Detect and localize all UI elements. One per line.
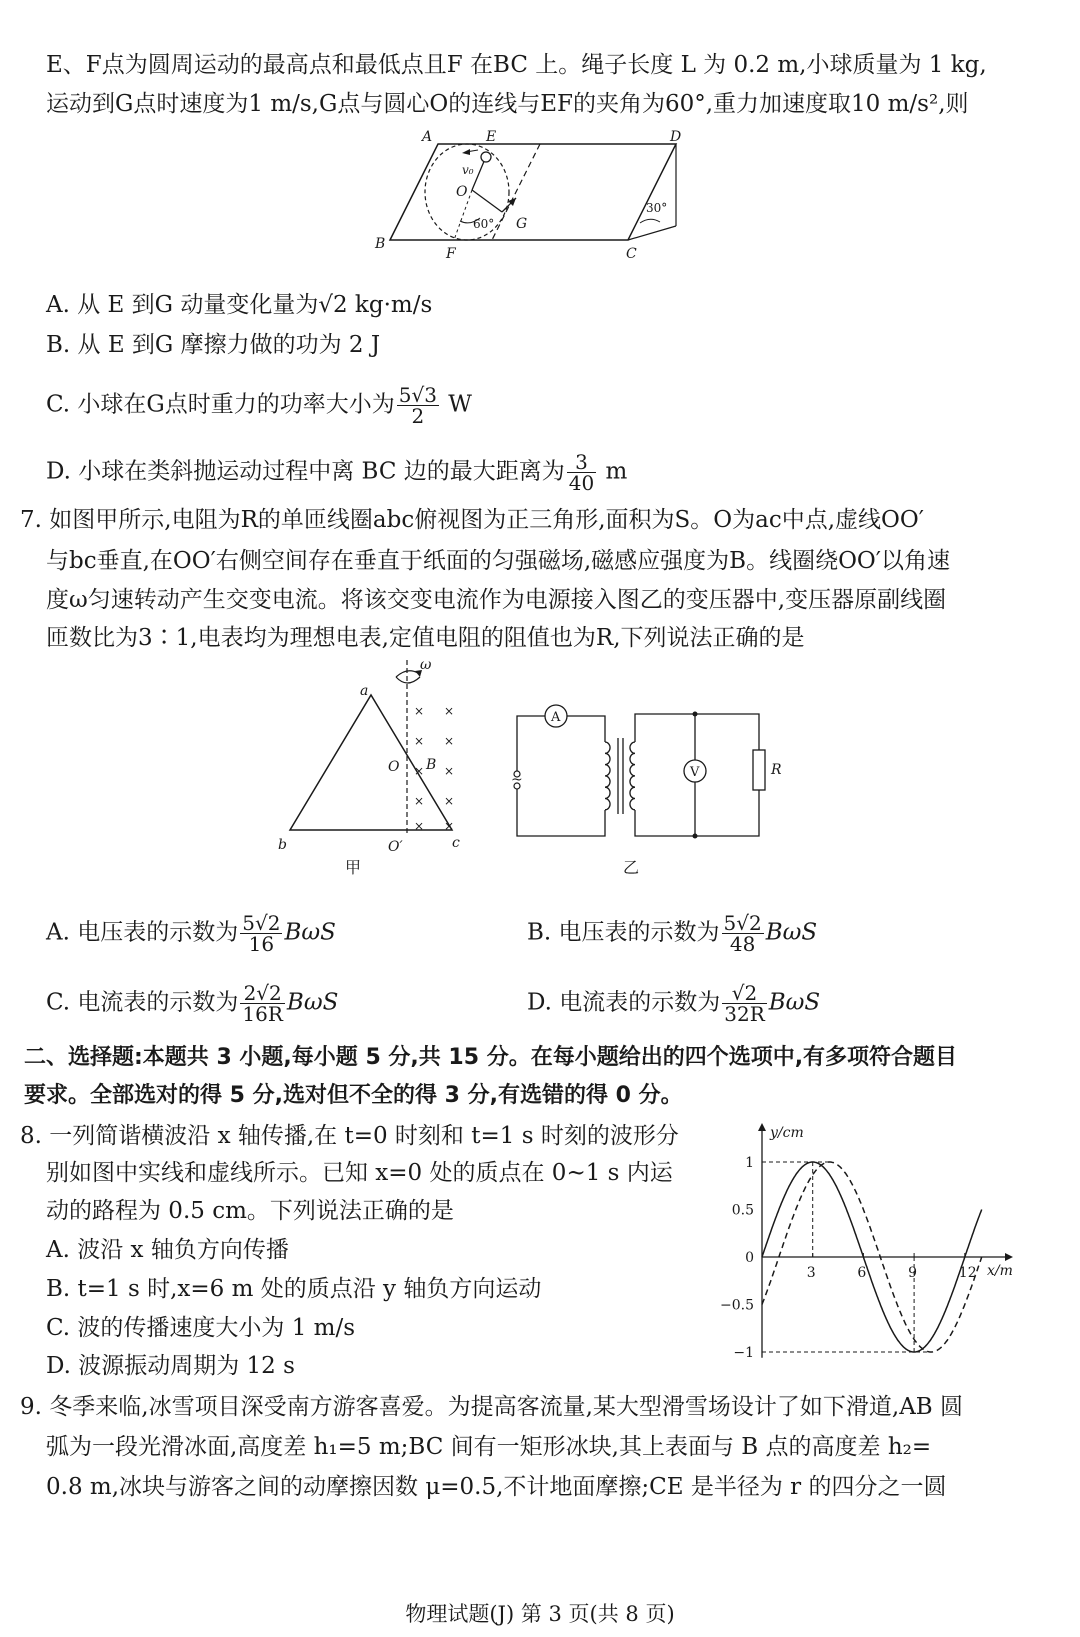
cross: × — [444, 819, 455, 833]
q7-b-tail: BωS — [765, 919, 818, 946]
q9-line-2: 弧为一段光滑冰面,高度差 h₁=5 m;BC 间有一矩形冰块,其上表面与 B 点的高度差 h₂= — [46, 1434, 932, 1460]
q8-option-c: C. 波的传播速度大小为 1 m/s — [46, 1315, 356, 1341]
y-tick-label: −0.5 — [720, 1297, 754, 1314]
y-tick-label: 0 — [745, 1250, 754, 1266]
label-D: D — [670, 129, 682, 145]
q6-d-num: 3 — [567, 452, 596, 473]
label-O: O — [456, 184, 468, 200]
q7-c-num: 2√2 — [240, 983, 285, 1004]
figure-yi — [505, 700, 795, 880]
q8-line-3: 动的路程为 0.5 cm。下列说法正确的是 — [46, 1198, 454, 1224]
label-F: F — [446, 246, 456, 262]
x-axis-label: x/m — [987, 1263, 1013, 1279]
q6-c-num: 5√3 — [398, 383, 437, 407]
q8-option-d: D. 波源振动周期为 12 s — [46, 1353, 295, 1379]
q7-c-text: C. 电流表的示数为 — [46, 989, 239, 1016]
y-axis-label: y/cm — [770, 1125, 804, 1141]
jia-b: b — [278, 837, 287, 853]
jia-caption: 甲 — [345, 858, 362, 877]
cross: × — [414, 794, 425, 808]
x-tick-label: 3 — [806, 1265, 816, 1281]
q7-b-text: B. 电压表的示数为 — [527, 919, 720, 946]
q6-c-text: C. 小球在G点时重力的功率大小为 — [46, 391, 395, 418]
q7-option-c — [46, 983, 338, 1024]
x-tick-label: 9 — [908, 1265, 918, 1281]
label-v0: v₀ — [462, 163, 474, 177]
wave-chart — [715, 1115, 1025, 1375]
q6-d-unit: m — [598, 458, 628, 485]
label-E: E — [486, 129, 497, 145]
y-tick-label: 0.5 — [731, 1202, 754, 1219]
q6-d-den: 40 — [568, 471, 595, 495]
figure-incline — [370, 128, 690, 268]
cross: × — [414, 704, 425, 718]
q9-line-1: 9. 冬季来临,冰雪项目深受南方游客喜爱。为提高客流量,某大型滑雪场设计了如下滑道,AB 圆 — [20, 1394, 964, 1420]
q7-option-b — [527, 913, 817, 954]
q6-d-fraction — [567, 452, 596, 493]
q6-option-c — [46, 385, 472, 426]
q8-option-a: A. 波沿 x 轴负方向传播 — [46, 1237, 289, 1263]
q6-a-unit: kg·m/s — [347, 292, 433, 318]
q7-a-num: 5√2 — [242, 911, 281, 935]
label-B: B — [375, 236, 386, 252]
x-axis-arrow — [1005, 1253, 1013, 1261]
q6-c-den: 2 — [411, 404, 425, 428]
q7-line-4: 匝数比为3∶1,电表均为理想电表,定值电阻的阻值也为R,下列说法正确的是 — [46, 625, 805, 651]
q7-d-text: D. 电流表的示数为 — [527, 989, 721, 1016]
intro-line-1: E、F点为圆周运动的最高点和最低点且F 在BC 上。绳子长度 L 为 0.2 m,小球质量为 1 kg, — [46, 52, 987, 78]
q7-b-fraction — [722, 913, 764, 954]
q7-a-den: 16 — [248, 932, 275, 956]
section2-line-2: 要求。全部选对的得 5 分,选对但不全的得 3 分,有选错的得 0 分。 — [24, 1083, 683, 1108]
x-tick-label: 12 — [958, 1265, 977, 1281]
q6-c-unit: W — [440, 391, 472, 418]
jia-B: B — [426, 757, 437, 773]
q6-c-fraction — [397, 385, 439, 426]
yi-caption: 乙 — [623, 858, 640, 877]
y-tick-label: 1 — [745, 1155, 754, 1171]
jia-omega: ω — [420, 657, 432, 673]
q7-a-tail: BωS — [284, 919, 336, 946]
y-tick-label: −1 — [733, 1345, 754, 1361]
cross: × — [414, 764, 425, 778]
cross: × — [444, 704, 455, 718]
label-angle: 60° — [473, 217, 495, 231]
label-tilt: 30° — [646, 201, 668, 215]
section2-line-1: 二、选择题:本题共 3 小题,每小题 5 分,共 15 分。在每小题给出的四个选项中,有多项符合题目 — [24, 1045, 958, 1070]
q6-d-text: D. 小球在类斜抛运动过程中离 BC 边的最大距离为 — [46, 458, 565, 485]
q7-a-fraction — [240, 913, 282, 954]
label-A: A — [422, 129, 433, 145]
jia-a: a — [360, 683, 369, 699]
q7-d-fraction — [722, 983, 767, 1024]
q7-c-fraction — [240, 983, 285, 1024]
resistor-label: R — [771, 762, 782, 778]
ac-source-symbol: ~ — [511, 772, 523, 788]
ammeter-label: A — [551, 710, 561, 725]
q7-d-num: √2 — [722, 983, 767, 1004]
q7-b-num: 5√2 — [723, 911, 762, 935]
q7-line-1: 7. 如图甲所示,电阻为R的单匝线圈abc俯视图为正三角形,面积为S。O为ac中点,虚线OO′ — [20, 507, 924, 533]
q7-c-den: 16R — [242, 1002, 283, 1026]
cross: × — [444, 764, 455, 778]
q6-a-sqrt: √2 — [318, 292, 348, 318]
q7-a-text: A. 电压表的示数为 — [46, 919, 239, 946]
q7-line-2: 与bc垂直,在OO′右侧空间存在垂直于纸面的匀强磁场,磁感应强度为B。线圈绕OO′以角速 — [46, 548, 950, 574]
y-axis-arrow — [758, 1123, 766, 1131]
cross: × — [414, 734, 425, 748]
q8-line-2: 别如图中实线和虚线所示。已知 x=0 处的质点在 0~1 s 内运 — [46, 1160, 673, 1186]
cross: × — [444, 794, 455, 808]
q6-a-text: A. 从 E 到G 动量变化量为 — [46, 292, 319, 318]
q8-option-b: B. t=1 s 时,x=6 m 处的质点沿 y 轴负方向运动 — [46, 1276, 542, 1302]
q7-line-3: 度ω匀速转动产生交变电流。将该交变电流作为电源接入图乙的变压器中,变压器原副线圈 — [46, 587, 947, 613]
jia-c: c — [452, 835, 460, 851]
figure-jia — [270, 655, 470, 880]
q7-option-a — [46, 913, 336, 954]
chart-axes — [720, 1123, 1013, 1361]
intro-line-2: 运动到G点时速度为1 m/s,G点与圆心O的连线与EF的夹角为60°,重力加速度取10 m/s²,则 — [46, 91, 969, 117]
q7-option-d — [527, 983, 820, 1024]
voltmeter-label: V — [690, 765, 700, 780]
jia-Oprime: O′ — [388, 839, 403, 855]
page-footer: 物理试题(J) 第 3 页(共 8 页) — [405, 1602, 675, 1626]
cross: × — [444, 734, 455, 748]
q7-b-den: 48 — [729, 932, 756, 956]
q7-d-tail: BωS — [768, 989, 821, 1016]
q6-option-b: B. 从 E 到G 摩擦力做的功为 2 J — [46, 332, 381, 358]
x-tick-label: 6 — [857, 1265, 867, 1281]
q7-d-den: 32R — [724, 1002, 765, 1026]
label-G: G — [516, 216, 528, 232]
q6-option-a — [46, 290, 432, 320]
q6-option-d — [46, 452, 627, 493]
cross: × — [414, 819, 425, 833]
q9-line-3: 0.8 m,冰块与游客之间的动摩擦因数 μ=0.5,不计地面摩擦;CE 是半径为 r 的四分之一圆 — [46, 1474, 947, 1500]
label-C: C — [626, 246, 637, 262]
jia-O: O — [388, 759, 400, 775]
q8-line-1: 8. 一列简谐横波沿 x 轴传播,在 t=0 时刻和 t=1 s 时刻的波形分 — [20, 1123, 679, 1149]
q7-c-tail: BωS — [286, 989, 339, 1016]
